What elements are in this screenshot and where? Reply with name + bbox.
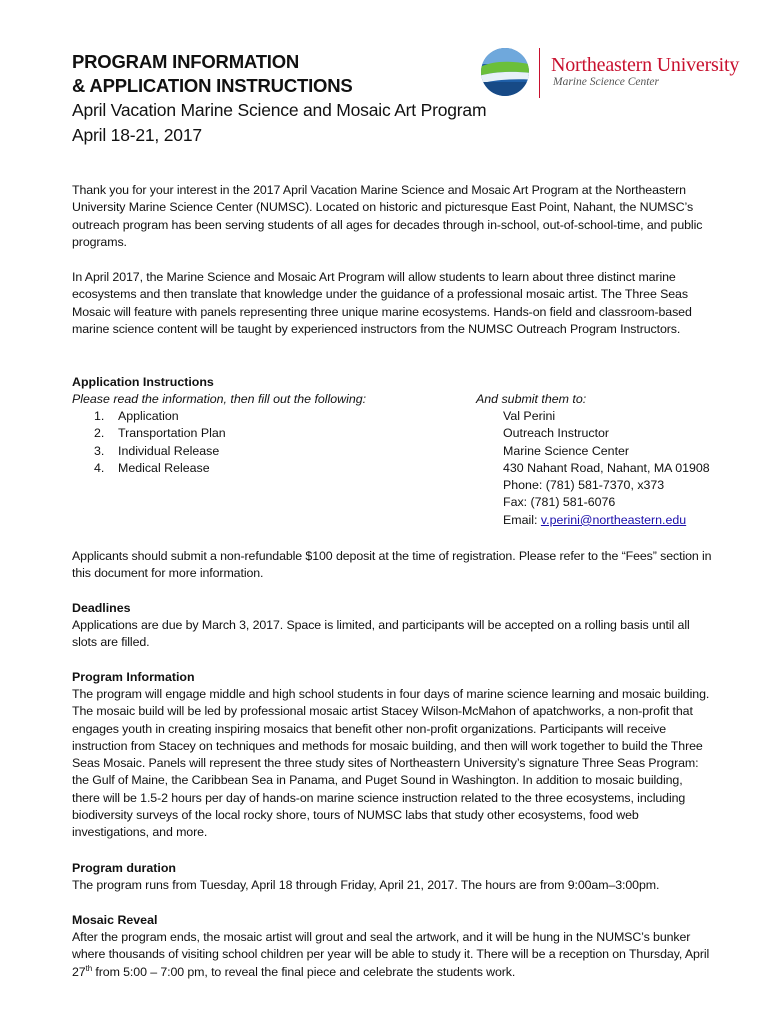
- contact-block: [503, 408, 710, 529]
- forms-list: [72, 408, 226, 477]
- form-label: Medical Release: [118, 460, 210, 475]
- program-dates: April 18-21, 2017: [72, 125, 202, 145]
- contact-org: Marine Science Center: [503, 443, 630, 458]
- program-subtitle: April Vacation Marine Science and Mosaic Art Program: [72, 100, 487, 120]
- page-title: [72, 50, 353, 98]
- submit-label: And submit them to:: [476, 392, 587, 406]
- email-link[interactable]: v.perini@northeastern.edu: [540, 512, 687, 527]
- list-number: 1.: [94, 409, 105, 423]
- list-number: 2.: [94, 426, 105, 441]
- reveal-heading: Mosaic Reveal: [72, 913, 158, 927]
- contact-address: 430 Nahant Road, Nahant, MA 01908: [503, 460, 710, 475]
- intro-paragraph-2: In April 2017, the Marine Science and Mosaic Art Program will allow students to learn about three distinct marine ecosystems and then translate that knowledge under the guidance of a professional mosaic artist. The Three Seas Mosaic will feature with panels representing three unique marine ecosystems. Hands-on field and classroom-based marine science content will be taught by experienced instructors from the NUMSC Outreach Program Instructors.: [72, 270, 692, 336]
- deposit-note: Applicants should submit a non-refundable $100 deposit at the time of registration. Please refer to the “Fees” section in this document for more information.: [72, 549, 712, 581]
- list-item: [72, 443, 226, 460]
- logo-divider: [539, 48, 540, 98]
- contact-name: Val Perini: [503, 409, 556, 423]
- reveal-text-b: from 5:00 – 7:00 pm, to reveal the final piece and celebrate the students work.: [92, 964, 516, 979]
- contact-title: Outreach Instructor: [503, 426, 610, 441]
- form-label: Transportation Plan: [118, 426, 226, 441]
- email-label: Email:: [503, 512, 541, 527]
- deadlines-text: Applications are due by March 3, 2017. Space is limited, and participants will be accepted on a rolling basis until all slots are filled.: [72, 618, 690, 650]
- list-item: [72, 408, 226, 425]
- program-info-heading: Program Information: [72, 670, 195, 684]
- list-number: 3.: [94, 443, 105, 458]
- list-item: [72, 460, 226, 477]
- title-line-2: & APPLICATION INSTRUCTIONS: [72, 75, 353, 96]
- deadlines-heading: Deadlines: [72, 601, 131, 615]
- contact-fax: Fax: (781) 581-6076: [503, 495, 616, 510]
- contact-email-row: [503, 512, 710, 529]
- reveal-text: [72, 929, 712, 981]
- university-name: Northeastern University: [551, 54, 740, 76]
- contact-phone: Phone: (781) 581-7370, x373: [503, 478, 665, 493]
- reveal-superscript: th: [85, 963, 93, 973]
- intro-paragraph-1: Thank you for your interest in the 2017 April Vacation Marine Science and Mosaic Art Program at the Northeastern University Marine Science Center (NUMSC). Located on historic and picturesque East Point, Nahant, the NUMSC’s outreach program has been serving students of all ages for decades through in-school, out-of-school-time, and public programs.: [72, 183, 703, 249]
- list-item: [72, 425, 226, 442]
- application-heading: Application Instructions: [72, 375, 214, 389]
- title-line-1: PROGRAM INFORMATION: [72, 51, 300, 72]
- duration-text: The program runs from Tuesday, April 18 through Friday, April 21, 2017. The hours are from 9:00am–3:00pm.: [72, 878, 660, 892]
- form-label: Application: [118, 409, 179, 423]
- form-label: Individual Release: [118, 443, 220, 458]
- application-instructions: Please read the information, then fill out the following:: [72, 392, 367, 406]
- list-number: 4.: [94, 460, 105, 475]
- program-info-text: The program will engage middle and high school students in four days of marine science learning and mosaic building. The mosaic build will be led by professional mosaic artist Stacey Wilson-McMahon of apatchworks, a non-profit that engages youth in creating inspiring mosaics that benefit other non-profit organizations. Participants will receive instruction from Stacey on techniques and methods for mosaic building, and then will work together to build the Three Seas Mosaic. Panels will represent the three study sites of Northeastern University’s signature Three Seas Program: the Gulf of Maine, the Caribbean Sea in Panama, and Puget Sound in Washington. In addition to mosaic building, there will be 1.5-2 hours per day of hands-on marine science instruction related to the three ecosystems, including biodiversity surveys of the local rocky shore, tours of NUMSC labs that study other ecosystems, food web investigations, and more.: [72, 687, 710, 840]
- center-name: Marine Science Center: [553, 76, 660, 88]
- reveal-text-a: After the program ends, the mosaic artist will grout and seal the artwork, and it will be hung in the NUMSC’s bunker where thousands of visiting school children per year will be able to study it. There will be a reception on Thursday, April 27: [72, 930, 710, 979]
- duration-heading: Program duration: [72, 861, 176, 875]
